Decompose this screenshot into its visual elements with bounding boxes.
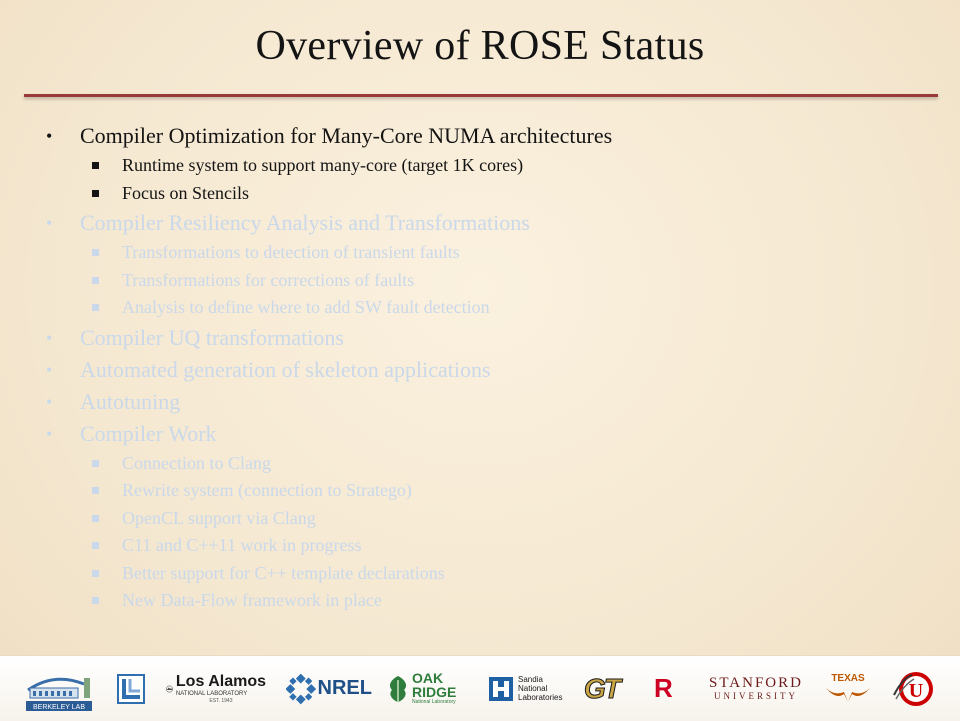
stanford-text: STANFORD bbox=[709, 675, 803, 691]
sub-bullet-item bbox=[46, 587, 926, 615]
sandia-icon bbox=[488, 676, 514, 702]
texas-logo bbox=[822, 656, 874, 721]
bullet-text: Compiler UQ transformations bbox=[80, 324, 344, 350]
sub-bullet-text: Connection to Clang bbox=[122, 452, 271, 473]
sub-bullet-text: Transformations to detection of transient faults bbox=[122, 242, 460, 262]
bullet-item bbox=[46, 120, 926, 152]
oak-ridge-title-1: OAK bbox=[412, 670, 444, 686]
square-bullet-icon bbox=[92, 597, 99, 604]
sub-bullet-text: Focus on Stencils bbox=[122, 182, 250, 203]
berkeley-lab-icon bbox=[24, 664, 98, 714]
los-alamos-subtitle: NATIONAL LABORATORY bbox=[175, 690, 248, 697]
square-bullet-icon bbox=[92, 460, 99, 467]
square-bullet-icon bbox=[92, 249, 99, 256]
bullet-text: Compiler Resiliency Analysis and Transformations bbox=[80, 210, 530, 235]
sub-bullet-item bbox=[46, 239, 926, 267]
sub-bullet-item bbox=[46, 560, 926, 588]
oak-ridge-subtitle: National Laboratory bbox=[412, 699, 456, 705]
sub-bullet-item bbox=[46, 294, 926, 322]
bullet-dot-icon: • bbox=[46, 359, 53, 380]
lab-square-icon bbox=[116, 673, 146, 705]
utah-logo bbox=[892, 656, 938, 721]
longhorn-icon bbox=[824, 684, 872, 704]
bullet-item bbox=[46, 386, 926, 418]
oak-leaf-icon bbox=[386, 674, 410, 704]
square-bullet-icon bbox=[92, 190, 99, 197]
square-bullet-icon bbox=[92, 542, 99, 549]
bullet-text: Automated generation of skeleton applications bbox=[80, 356, 491, 382]
title-divider bbox=[24, 94, 938, 97]
bullet-dot-icon: • bbox=[46, 327, 53, 348]
bullet-item bbox=[46, 418, 926, 450]
doe-logo bbox=[116, 656, 148, 721]
sub-bullet-item bbox=[46, 450, 926, 478]
sub-bullet-item bbox=[46, 505, 926, 533]
footer-logo-band bbox=[0, 655, 960, 721]
bullet-item bbox=[46, 354, 926, 386]
sub-bullet-text: Transformations for corrections of faults bbox=[122, 269, 415, 290]
sub-bullet-text: Rewrite system (connection to Stratego) bbox=[122, 480, 412, 500]
sandia-text-1: Sandia bbox=[518, 675, 543, 684]
square-bullet-icon bbox=[92, 487, 99, 494]
square-bullet-icon bbox=[92, 162, 99, 169]
bullet-item bbox=[46, 207, 926, 239]
bullet-dot-icon: • bbox=[46, 213, 53, 233]
georgia-tech-logo bbox=[584, 656, 636, 721]
gt-text: GT bbox=[584, 672, 619, 704]
sub-bullet-item bbox=[46, 152, 926, 180]
nrel-icon bbox=[286, 672, 316, 706]
bullet-list bbox=[46, 120, 926, 615]
bullet-dot-icon: • bbox=[46, 391, 53, 412]
bullet-dot-icon: • bbox=[46, 126, 53, 146]
nrel-text: NREL bbox=[317, 677, 372, 699]
sub-bullet-item bbox=[46, 532, 926, 560]
square-bullet-icon bbox=[92, 515, 99, 522]
los-alamos-logo bbox=[166, 656, 266, 721]
bullet-text: Compiler Work bbox=[80, 420, 217, 446]
nrel-logo bbox=[286, 656, 372, 721]
square-bullet-icon bbox=[92, 304, 99, 311]
sub-bullet-text: Analysis to define where to add SW fault detection bbox=[122, 297, 490, 317]
stanford-university-text: UNIVERSITY bbox=[714, 691, 798, 701]
oak-ridge-title-2: RIDGE bbox=[412, 684, 457, 700]
oak-ridge-logo bbox=[386, 656, 468, 721]
los-alamos-est: EST. 1943 bbox=[209, 697, 233, 704]
sub-bullet-text: C11 and C++11 work in progress bbox=[122, 535, 362, 555]
square-bullet-icon bbox=[92, 570, 99, 577]
los-alamos-icon bbox=[166, 678, 173, 700]
utah-icon bbox=[892, 669, 936, 709]
sub-bullet-text: Better support for C++ template declarations bbox=[122, 562, 445, 583]
sub-bullet-text: OpenCL support via Clang bbox=[122, 507, 316, 528]
sandia-text-2: National bbox=[518, 684, 548, 693]
berkeley-lab-text: BERKELEY LAB bbox=[32, 703, 86, 711]
sub-bullet-item bbox=[46, 267, 926, 295]
los-alamos-title: Los Alamos bbox=[175, 672, 266, 690]
rutgers-text: R bbox=[654, 673, 673, 703]
bullet-dot-icon: • bbox=[46, 423, 53, 444]
bullet-item bbox=[46, 322, 926, 354]
sandia-text-3: Laboratories bbox=[518, 693, 563, 702]
berkeley-lab-logo bbox=[24, 656, 98, 721]
bullet-text: Compiler Optimization for Many-Core NUMA architectures bbox=[80, 123, 613, 148]
square-bullet-icon bbox=[92, 277, 99, 284]
sub-bullet-item bbox=[46, 477, 926, 505]
sub-bullet-item bbox=[46, 180, 926, 208]
utah-letter: U bbox=[908, 679, 924, 702]
sub-bullet-text: Runtime system to support many-core (target 1K cores) bbox=[122, 155, 524, 175]
texas-text: TEXAS bbox=[831, 672, 865, 684]
sandia-logo bbox=[488, 656, 566, 721]
rutgers-logo bbox=[654, 656, 688, 721]
slide-title: Overview of ROSE Status bbox=[255, 23, 705, 69]
stanford-logo bbox=[706, 656, 806, 721]
bullet-text: Autotuning bbox=[80, 388, 181, 414]
sub-bullet-text: New Data-Flow framework in place bbox=[122, 590, 382, 610]
